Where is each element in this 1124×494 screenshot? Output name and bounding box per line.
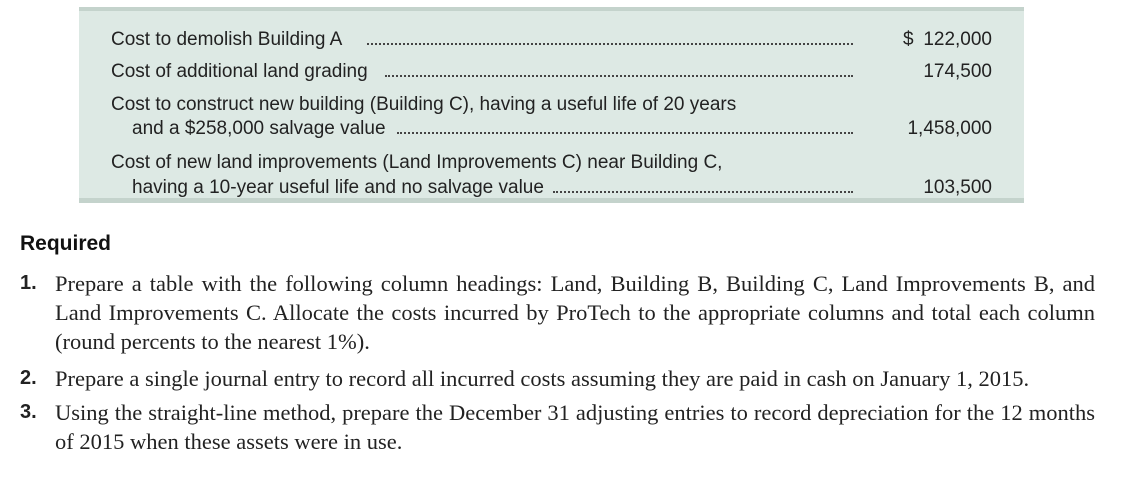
cost-row-label-continued: and a $258,000 salvage value bbox=[132, 118, 386, 139]
currency-symbol: $ bbox=[903, 29, 914, 50]
cost-row-amount: 103,500 bbox=[923, 177, 992, 198]
cost-row-label: Cost of additional land grading bbox=[111, 61, 368, 82]
requirement-text: Prepare a table with the following column headings: Land, Building B, Building C, Land Improvements B, and Land Improvements C. Allocate the costs incurred by ProTech to the appropriate columns and total each column (round percents to the nearest 1%). bbox=[55, 271, 1095, 354]
requirement-number: 3. bbox=[20, 401, 37, 423]
cost-row-amount: 122,000 bbox=[923, 29, 992, 50]
cost-row-amount: 1,458,000 bbox=[907, 118, 992, 139]
cost-row-label: Cost of new land improvements (Land Improvements C) near Building C, bbox=[111, 152, 723, 173]
cost-row-label-continued: having a 10-year useful life and no salvage value bbox=[132, 177, 544, 198]
requirement-number: 1. bbox=[20, 272, 37, 294]
requirement-item bbox=[20, 398, 1095, 458]
cost-row-amount: 174,500 bbox=[923, 61, 992, 82]
dot-leader bbox=[385, 71, 853, 77]
cost-row-label: Cost to demolish Building A bbox=[111, 29, 343, 50]
dot-leader bbox=[397, 128, 853, 134]
dot-leader bbox=[553, 187, 853, 193]
dot-leader bbox=[367, 39, 853, 45]
required-heading: Required bbox=[20, 232, 112, 255]
requirement-text: Using the straight-line method, prepare the December 31 adjusting entries to record depreciation for the 12 months of 2015 when these assets were in use. bbox=[55, 400, 1095, 454]
requirement-number: 2. bbox=[20, 367, 37, 389]
cost-row-label: Cost to construct new building (Building C), having a useful life of 20 years bbox=[111, 94, 737, 115]
cost-summary-box bbox=[79, 7, 1024, 203]
requirement-item bbox=[20, 269, 1095, 357]
requirement-item bbox=[20, 364, 1095, 394]
requirement-text: Prepare a single journal entry to record all incurred costs assuming they are paid in cash on January 1, 2015. bbox=[55, 366, 1030, 391]
